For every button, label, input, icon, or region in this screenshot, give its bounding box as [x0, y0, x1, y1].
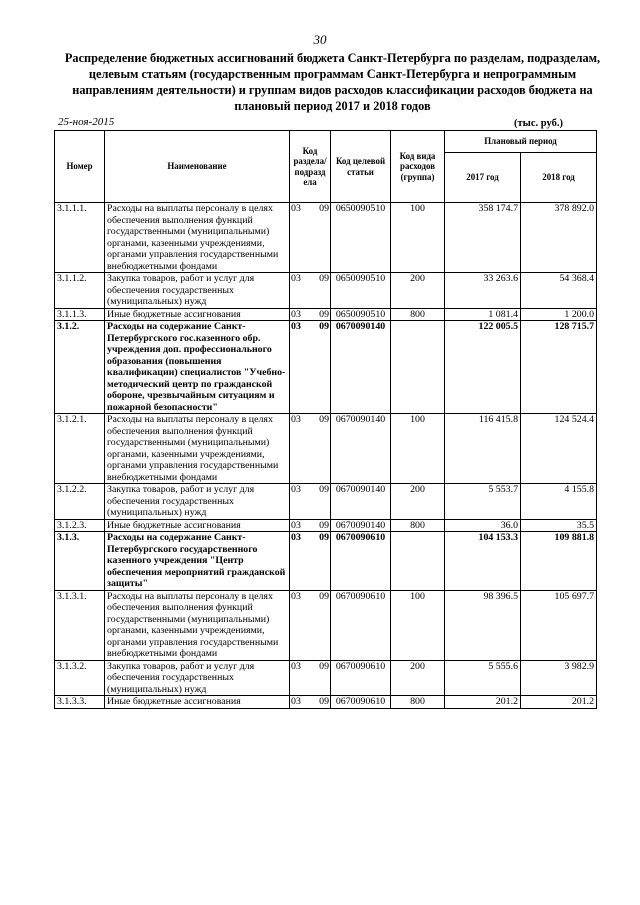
row-subsection-code: 09 [314, 273, 331, 309]
document-date: 25-ноя-2015 [58, 116, 115, 128]
row-type-code: 200 [391, 660, 445, 696]
row-name: Закупка товаров, работ и услуг для обеспечения государственных (муниципальных) нужд [105, 273, 290, 309]
row-target-code: 0670090140 [331, 484, 391, 520]
row-target-code: 0670090610 [331, 696, 391, 709]
table-row [55, 414, 597, 484]
row-number: 3.1.1.1. [55, 203, 105, 273]
row-name: Расходы на выплаты персоналу в целях обеспечения выполнения функций государственными (муниципальными) органами, казенными учреждениями, органами управления государственными внебюджетными фондами [105, 590, 290, 660]
row-value-2018: 3 982.9 [521, 660, 597, 696]
row-number: 3.1.2.2. [55, 484, 105, 520]
row-type-code [391, 532, 445, 591]
row-type-code: 100 [391, 590, 445, 660]
row-type-code: 100 [391, 414, 445, 484]
row-subsection-code: 09 [314, 414, 331, 484]
row-name: Закупка товаров, работ и услуг для обеспечения государственных (муниципальных) нужд [105, 484, 290, 520]
row-number: 3.1.1.2. [55, 273, 105, 309]
row-number: 3.1.3.2. [55, 660, 105, 696]
row-section-code: 03 [290, 308, 314, 321]
row-number: 3.1.2.1. [55, 414, 105, 484]
row-subsection-code: 09 [314, 519, 331, 532]
header-target: Код целевой статьи [331, 131, 391, 203]
row-value-2018: 35.5 [521, 519, 597, 532]
row-name: Расходы на выплаты персоналу в целях обеспечения выполнения функций государственными (муниципальными) органами, казенными учреждениями, органами управления государственными внебюджетными фондами [105, 203, 290, 273]
row-subsection-code: 09 [314, 484, 331, 520]
row-type-code: 800 [391, 519, 445, 532]
row-value-2017: 5 553.7 [445, 484, 521, 520]
row-value-2018: 124 524.4 [521, 414, 597, 484]
row-section-code: 03 [290, 532, 314, 591]
row-number: 3.1.3.1. [55, 590, 105, 660]
row-target-code: 0670090140 [331, 414, 391, 484]
row-value-2017: 201.2 [445, 696, 521, 709]
row-value-2017: 33 263.6 [445, 273, 521, 309]
row-value-2017: 98 396.5 [445, 590, 521, 660]
row-name: Расходы на содержание Санкт-Петербургского государственного казенного учреждения "Центр обеспечения мероприятий гражданской защиты" [105, 532, 290, 591]
header-2018: 2018 год [521, 153, 597, 203]
row-name: Расходы на выплаты персоналу в целях обеспечения выполнения функций государственными (муниципальными) органами, казенными учреждениями, органами управления государственными внебюджетными фондами [105, 414, 290, 484]
table-row [55, 321, 597, 414]
table-row [55, 308, 597, 321]
row-subsection-code: 09 [314, 203, 331, 273]
row-type-code: 200 [391, 273, 445, 309]
row-number: 3.1.3. [55, 532, 105, 591]
row-type-code: 800 [391, 696, 445, 709]
table-row [55, 484, 597, 520]
row-section-code: 03 [290, 414, 314, 484]
row-type-code: 100 [391, 203, 445, 273]
document-title: Распределение бюджетных ассигнований бюджета Санкт-Петербурга по разделам, подразделам, целевым статьям (государственным программам Санкт-Петербурга и непрограммным направлениям деятельности) и группам видов расходов классификации расходов бюджета на плановый период 2017 и 2018 годов [64, 51, 601, 113]
row-subsection-code: 09 [314, 590, 331, 660]
row-value-2018: 378 892.0 [521, 203, 597, 273]
row-value-2017: 1 081.4 [445, 308, 521, 321]
row-value-2017: 36.0 [445, 519, 521, 532]
row-value-2018: 4 155.8 [521, 484, 597, 520]
row-subsection-code: 09 [314, 660, 331, 696]
row-name: Расходы на содержание Санкт-Петербургского гос.казенного обр. учреждения доп. профессионального образования (повышения квалификации) специалистов "Учебно-методический центр по гражданской обороне, чрезвычайным ситуациям и пожарной безопасности" [105, 321, 290, 414]
row-value-2017: 122 005.5 [445, 321, 521, 414]
row-type-code [391, 321, 445, 414]
row-number: 3.1.2. [55, 321, 105, 414]
table-row [55, 590, 597, 660]
row-section-code: 03 [290, 273, 314, 309]
row-value-2018: 128 715.7 [521, 321, 597, 414]
row-target-code: 0670090140 [331, 519, 391, 532]
row-name: Иные бюджетные ассигнования [105, 308, 290, 321]
row-value-2018: 109 881.8 [521, 532, 597, 591]
row-target-code: 0670090610 [331, 532, 391, 591]
row-value-2018: 201.2 [521, 696, 597, 709]
header-number: Номер [55, 131, 105, 203]
row-subsection-code: 09 [314, 532, 331, 591]
row-value-2017: 358 174.7 [445, 203, 521, 273]
row-type-code: 800 [391, 308, 445, 321]
table-row [55, 203, 597, 273]
row-target-code: 0650090510 [331, 308, 391, 321]
row-number: 3.1.1.3. [55, 308, 105, 321]
row-target-code: 0670090610 [331, 660, 391, 696]
header-type: Код вида расходов (группа) [391, 131, 445, 203]
header-period: Плановый период [445, 131, 597, 153]
row-section-code: 03 [290, 660, 314, 696]
row-value-2018: 105 697.7 [521, 590, 597, 660]
row-section-code: 03 [290, 203, 314, 273]
row-target-code: 0650090510 [331, 273, 391, 309]
row-number: 3.1.2.3. [55, 519, 105, 532]
header-name: Наименование [105, 131, 290, 203]
row-target-code: 0650090510 [331, 203, 391, 273]
row-name: Иные бюджетные ассигнования [105, 519, 290, 532]
row-section-code: 03 [290, 321, 314, 414]
table-row [55, 519, 597, 532]
row-section-code: 03 [290, 484, 314, 520]
row-subsection-code: 09 [314, 696, 331, 709]
row-value-2018: 1 200.0 [521, 308, 597, 321]
header-2017: 2017 год [445, 153, 521, 203]
units-label: (тыс. руб.) [514, 118, 563, 129]
row-type-code: 200 [391, 484, 445, 520]
row-number: 3.1.3.3. [55, 696, 105, 709]
row-target-code: 0670090610 [331, 590, 391, 660]
table-row [55, 532, 597, 591]
table-row [55, 696, 597, 709]
row-value-2017: 5 555.6 [445, 660, 521, 696]
budget-table [54, 130, 597, 709]
row-subsection-code: 09 [314, 321, 331, 414]
row-section-code: 03 [290, 519, 314, 532]
row-target-code: 0670090140 [331, 321, 391, 414]
row-name: Закупка товаров, работ и услуг для обеспечения государственных (муниципальных) нужд [105, 660, 290, 696]
row-value-2017: 116 415.8 [445, 414, 521, 484]
page-number: 30 [313, 32, 327, 47]
row-name: Иные бюджетные ассигнования [105, 696, 290, 709]
row-section-code: 03 [290, 590, 314, 660]
row-value-2017: 104 153.3 [445, 532, 521, 591]
header-section: Код раздела/ подразд ела [290, 131, 331, 203]
row-subsection-code: 09 [314, 308, 331, 321]
row-value-2018: 54 368.4 [521, 273, 597, 309]
row-section-code: 03 [290, 696, 314, 709]
table-row [55, 273, 597, 309]
table-row [55, 660, 597, 696]
